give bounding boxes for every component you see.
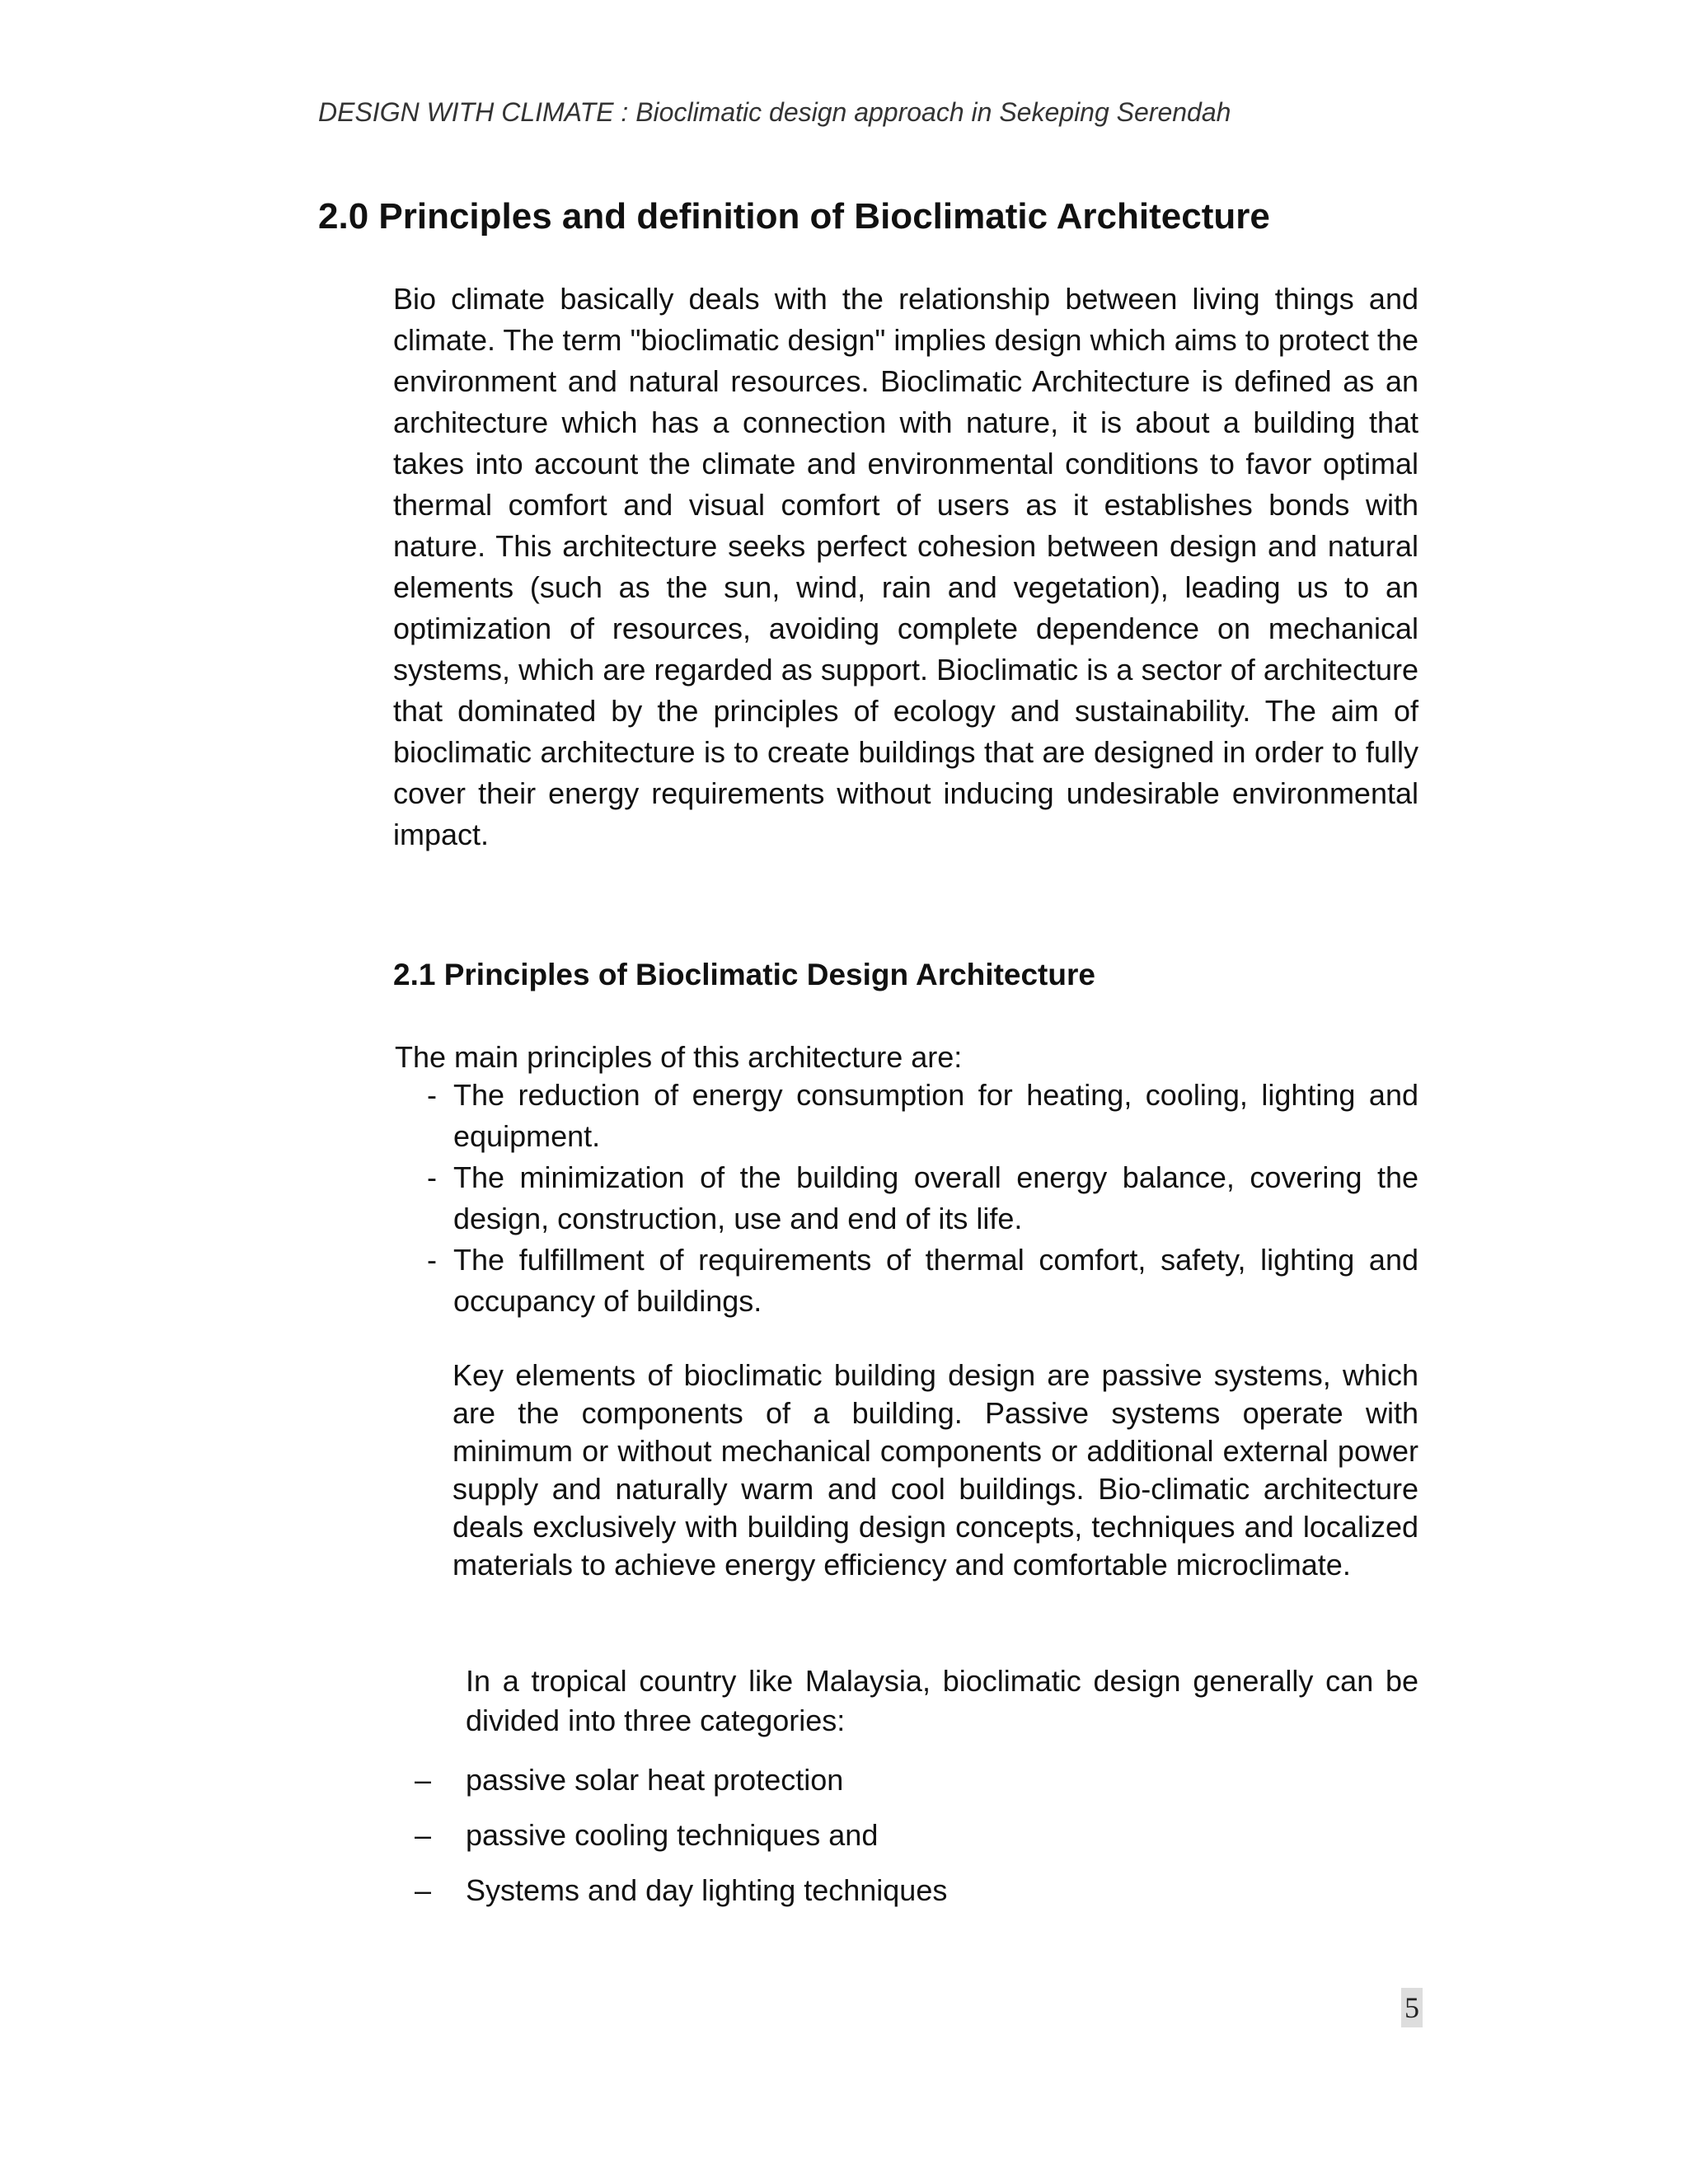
list-item [412, 1752, 1418, 1807]
list-item [412, 1807, 1418, 1863]
list-item [425, 1240, 1418, 1322]
principle-text: The reduction of energy consumption for heating, cooling, lighting and equipment. [453, 1078, 1418, 1153]
list-item [425, 1157, 1418, 1240]
key-elements-paragraph: Key elements of bioclimatic building design are passive systems, which are the components of a building. Passive systems operate with minimum or without mechanical components or additional external power supply and naturally warm and cool buildings. Bio-climatic architecture deals exclusively with building design concepts, techniques and localized materials to achieve energy efficiency and comfortable microclimate. [452, 1358, 1418, 1582]
tropical-paragraph: In a tropical country like Malaysia, bioclimatic design generally can be divided into three categories: [466, 1664, 1418, 1737]
bullet-dash: - [427, 1160, 437, 1194]
intro-paragraph: Bio climate basically deals with the relationship between living things and climate. The term "bioclimatic design" implies design which aims to protect the environment and natural resources. Bioclimatic Architecture is defined as an architecture which has a connection with nature, it is about a building that takes into account the climate and environmental conditions to favor optimal thermal comfort and visual comfort of users as it establishes bonds with nature. This architecture seeks perfect cohesion between design and natural elements (such as the sun, wind, rain and vegetation), leading us to an optimization of resources, avoiding complete dependence on mechanical systems, which are regarded as support. Bioclimatic is a sector of architecture that dominated by the principles of ecology and sustainability. The aim of bioclimatic architecture is to create buildings that are designed in order to fully cover their energy requirements without inducing undesirable environmental impact. [393, 282, 1418, 851]
category-text: passive cooling techniques and [466, 1818, 879, 1852]
subsection-title: 2.1 Principles of Bioclimatic Design Architecture [393, 958, 1095, 991]
page-number: 5 [1401, 1988, 1423, 2027]
principle-text: The minimization of the building overall energy balance, covering the design, construction, use and end of its life. [453, 1160, 1418, 1235]
categories-list [412, 1752, 1418, 1918]
bullet-dash: - [427, 1078, 437, 1112]
bullet-dash: – [415, 1763, 432, 1797]
category-text: Systems and day lighting techniques [466, 1873, 948, 1907]
bullet-dash: - [427, 1243, 437, 1277]
principles-lead: The main principles of this architecture are: [395, 1040, 963, 1074]
list-item [412, 1863, 1418, 1918]
principles-list [425, 1075, 1418, 1322]
list-item [425, 1075, 1418, 1157]
principle-text: The fulfillment of requirements of thermal comfort, safety, lighting and occupancy of buildings. [453, 1243, 1418, 1318]
bullet-dash: – [415, 1818, 432, 1852]
bullet-dash: – [415, 1873, 432, 1907]
category-text: passive solar heat protection [466, 1763, 844, 1797]
section-title: 2.0 Principles and definition of Bioclimatic Architecture [318, 196, 1270, 237]
running-header: DESIGN WITH CLIMATE : Bioclimatic design approach in Sekeping Serendah [318, 97, 1231, 127]
